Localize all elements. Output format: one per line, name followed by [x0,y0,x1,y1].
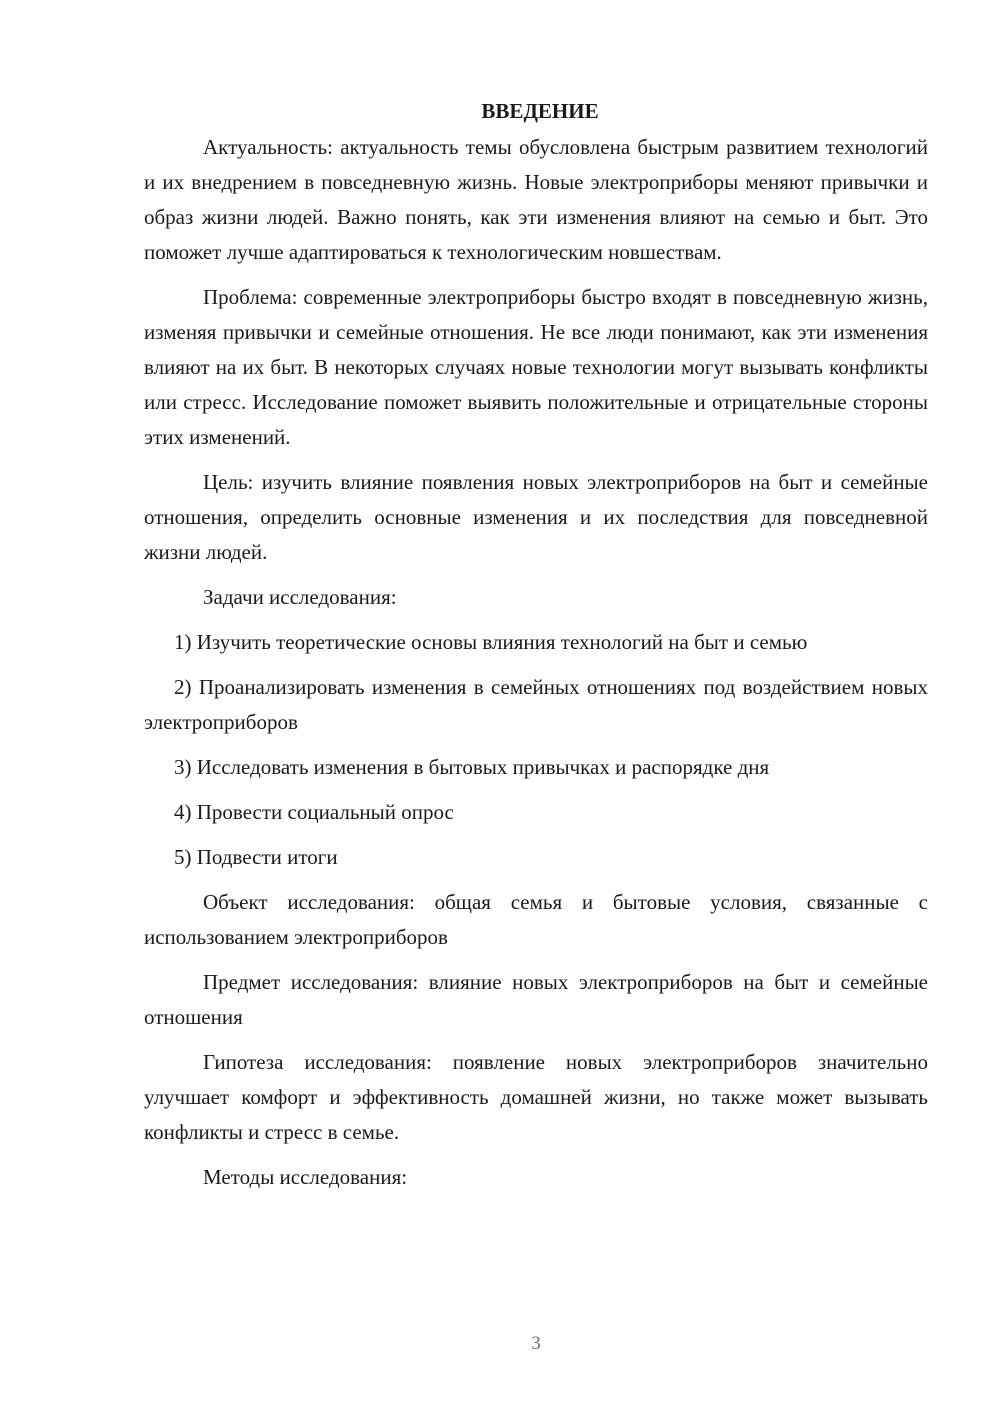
section-title: ВВЕДЕНИЕ [481,99,599,123]
methods-heading: Методы исследования: [203,1165,408,1189]
task-item-5: 5) Подвести итоги [174,845,338,869]
task-item-2: 2) Проанализировать изменения в семейных отношениях под воздействием новых электроприборов [144,675,928,734]
page-number: 3 [531,1333,541,1354]
tasks-list [144,625,928,875]
page-content [144,96,928,1195]
tasks-heading: Задачи исследования: [203,585,397,609]
paragraph-subject: Предмет исследования: влияние новых электроприборов на быт и семейные отношения [144,970,928,1029]
paragraph-relevance: Актуальность: актуальность темы обусловлена быстрым развитием технологий и их внедрением в повседневную жизнь. Новые электроприборы меняют привычки и образ жизни людей. Важно понять, как эти изменения влияют на семью и быт. Это поможет лучше адаптироваться к технологическим новшествам. [144,135,928,264]
task-item-4: 4) Провести социальный опрос [174,800,454,824]
paragraph-object: Объект исследования: общая семья и бытовые условия, связанные с использованием электроприборов [144,890,928,949]
task-item-3: 3) Исследовать изменения в бытовых привычках и распорядке дня [174,755,770,779]
paragraph-problem: Проблема: современные электроприборы быстро входят в повседневную жизнь, изменяя привычки и семейные отношения. Не все люди понимают, как эти изменения влияют на их быт. В некоторых случаях новые технологии могут вызывать конфликты или стресс. Исследование поможет выявить положительные и отрицательные стороны этих изменений. [144,285,928,449]
task-item-1: 1) Изучить теоретические основы влияния технологий на быт и семью [174,630,808,654]
paragraph-goal: Цель: изучить влияние появления новых электроприборов на быт и семейные отношения, определить основные изменения и их последствия для повседневной жизни людей. [144,470,928,564]
paragraph-hypothesis: Гипотеза исследования: появление новых электроприборов значительно улучшает комфорт и эффективность домашней жизни, но также может вызывать конфликты и стресс в семье. [144,1050,928,1144]
